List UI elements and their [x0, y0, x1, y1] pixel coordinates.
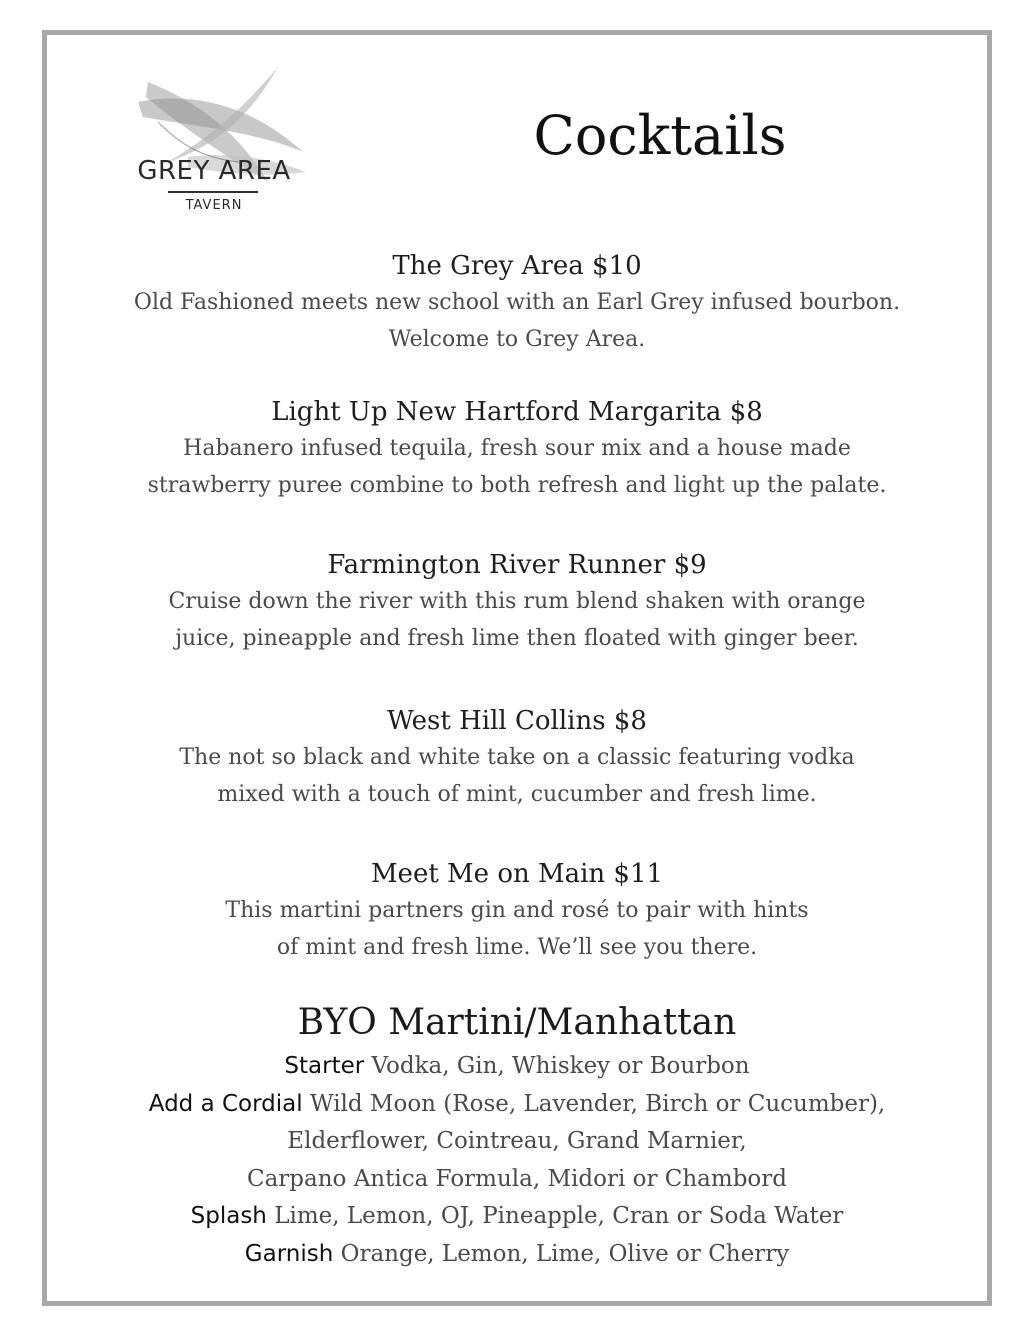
- byo-garnish-line: [60, 1236, 974, 1274]
- starter-label: Starter: [284, 1053, 365, 1079]
- starter-text: Vodka, Gin, Whiskey or Bourbon: [371, 1053, 750, 1079]
- drink-description: Cruise down the river with this rum blend shaken with orange: [168, 589, 866, 614]
- byo-cordial-line: [60, 1123, 974, 1161]
- cordial-text: Wild Moon (Rose, Lavender, Birch or Cucumber),: [309, 1090, 886, 1117]
- drink-description: Old Fashioned meets new school with an Earl Grey infused bourbon.: [133, 290, 901, 315]
- splash-label: Splash: [190, 1203, 267, 1229]
- drink-item: [60, 703, 974, 813]
- cordial-text: Elderflower, Cointreau, Grand Marnier,: [287, 1128, 747, 1154]
- drink-item: [60, 394, 974, 504]
- page-title: Cocktails: [533, 104, 787, 167]
- byo-section: [60, 1000, 974, 1273]
- byo-cordial-line: [60, 1086, 974, 1124]
- logo-divider: [168, 191, 258, 193]
- logo-subtitle: TAVERN: [185, 198, 243, 213]
- byo-starter-line: [60, 1048, 974, 1086]
- drink-description: of mint and fresh lime. We’ll see you there.: [276, 935, 758, 960]
- drink-name: Light Up New Hartford Margarita $8: [271, 397, 763, 427]
- drink-description: Welcome to Grey Area.: [388, 327, 646, 352]
- cordial-label: Add a Cordial: [148, 1090, 303, 1117]
- drink-name: Meet Me on Main $11: [370, 859, 664, 889]
- drink-description: The not so black and white take on a classic featuring vodka: [179, 745, 855, 770]
- drink-name: Farmington River Runner $9: [327, 550, 707, 580]
- drink-description: juice, pineapple and fresh lime then floated with ginger beer.: [175, 626, 859, 651]
- drink-name: The Grey Area $10: [392, 251, 642, 281]
- drink-item: [60, 547, 974, 657]
- byo-heading: BYO Martini/Manhattan: [297, 1002, 737, 1043]
- drink-description: mixed with a touch of mint, cucumber and fresh lime.: [217, 782, 817, 807]
- cordial-text: Carpano Antica Formula, Midori or Chambord: [246, 1165, 787, 1192]
- drink-name: West Hill Collins $8: [387, 706, 647, 736]
- drink-item: [60, 248, 974, 358]
- byo-splash-line: [60, 1198, 974, 1236]
- logo-name: GREY AREA: [137, 156, 291, 186]
- drink-item: [60, 856, 974, 966]
- drink-description: strawberry puree combine to both refresh and light up the palate.: [147, 473, 887, 498]
- byo-cordial-line: [60, 1161, 974, 1199]
- garnish-text: Orange, Lemon, Lime, Olive or Cherry: [340, 1240, 790, 1267]
- drink-description: This martini partners gin and rosé to pair with hints: [225, 898, 809, 923]
- garnish-label: Garnish: [244, 1240, 334, 1267]
- splash-text: Lime, Lemon, OJ, Pineapple, Cran or Soda Water: [274, 1203, 844, 1229]
- drink-description: Habanero infused tequila, fresh sour mix and a house made: [183, 436, 851, 461]
